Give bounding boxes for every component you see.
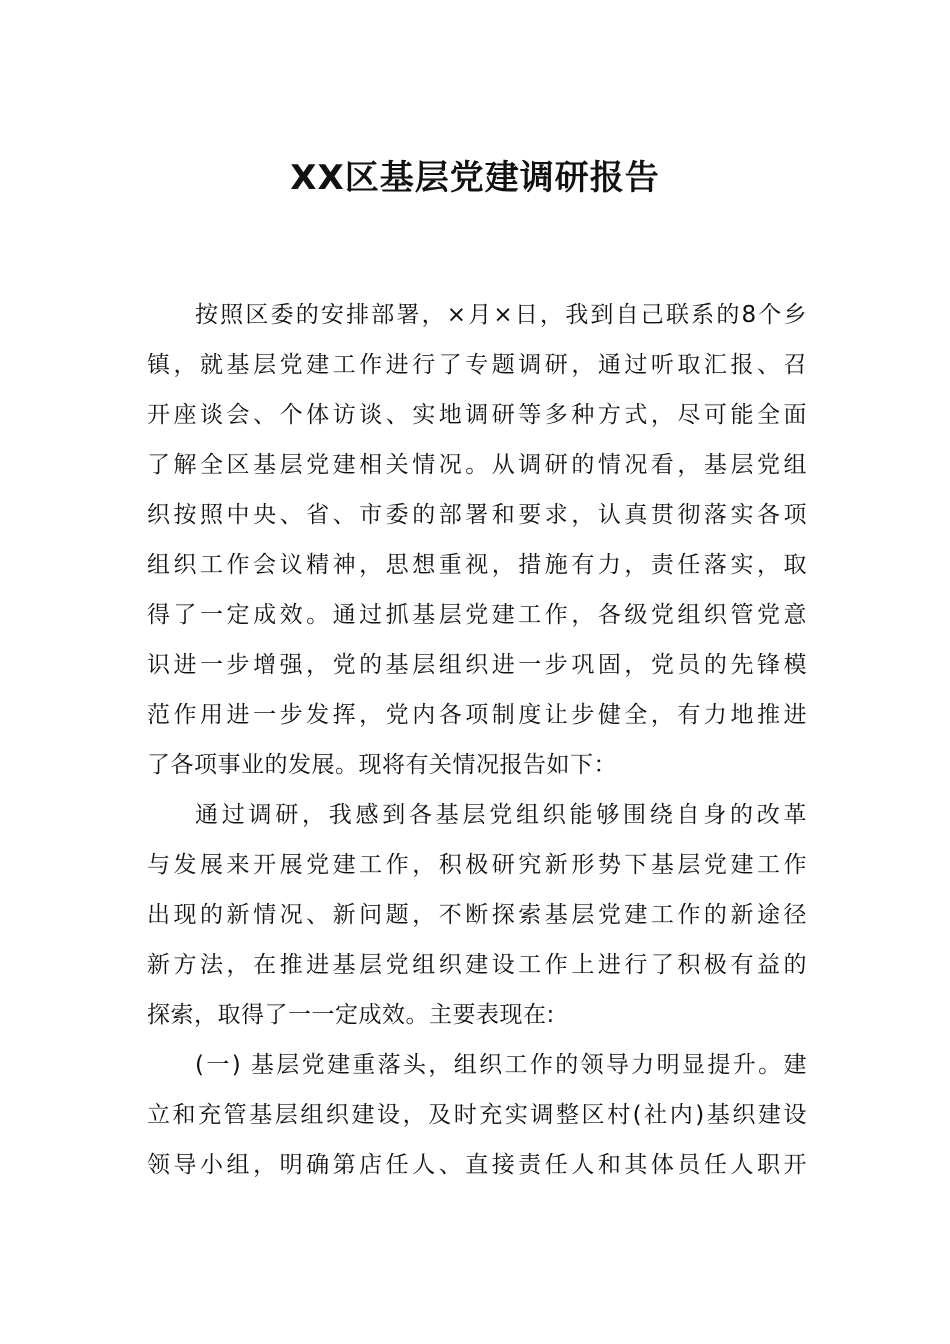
body-line: 组织工作会议精神，思想重视，措施有力，责任落实，取 [147, 552, 807, 578]
body-line: 探索，取得了一一定成效。主要表现在: [147, 1002, 555, 1028]
body-line: 织按照中央、省、市委的部署和要求，认真贯彻落实各项 [147, 502, 807, 528]
body-line: 通过调研，我感到各基层党组织能够围绕自身的改革 [195, 802, 807, 828]
body-line: 按照区委的安排部署，×月×日，我到自己联系的8个乡 [195, 302, 807, 328]
body-line: 了解全区基层党建相关情况。从调研的情况看，基层党组 [147, 452, 807, 478]
body-line: 识进一步增强，党的基层组织进一步巩固，党员的先锋模 [147, 652, 807, 678]
document-body [147, 290, 807, 1190]
body-line: 开座谈会、个体访谈、实地调研等多种方式，尽可能全面 [147, 402, 807, 428]
body-line: 范作用进一步发挥，党内各项制度让步健全，有力地推进 [147, 702, 807, 728]
body-line: 与发展来开展党建工作，积极研究新形势下基层党建工作 [147, 852, 807, 878]
body-line: 了各项事业的发展。现将有关情况报告如下： [147, 752, 617, 778]
body-line: 领导小组，明确第店任人、直接责任人和其体员任人职开 [147, 1152, 807, 1178]
body-line: 出现的新情况、新问题，不断探索基层党建工作的新途径 [147, 902, 807, 928]
body-line: (一) 基层党建重落头，组织工作的领导力明显提升。建 [195, 1052, 807, 1078]
body-line: 新方法，在推进基层党组织建设工作上进行了积极有益的 [147, 952, 807, 978]
body-line: 立和充管基层组织建设，及时充实调整区村(社内)基织建设 [147, 1102, 807, 1128]
document-title: XX区基层党建调研报告 [290, 158, 660, 198]
body-line: 镇，就基层党建工作进行了专题调研，通过听取汇报、召 [147, 352, 807, 378]
body-line: 得了一定成效。通过抓基层党建工作，各级党组织管党意 [147, 602, 807, 628]
